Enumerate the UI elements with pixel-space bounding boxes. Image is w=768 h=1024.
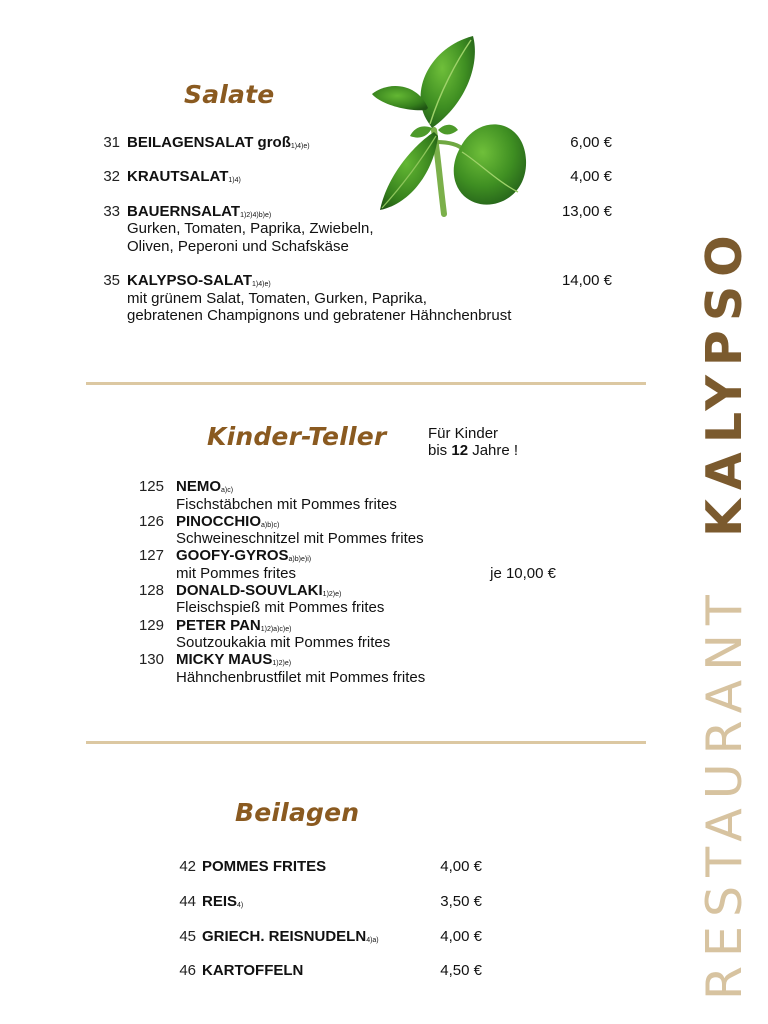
brand-restaurant-word: RESTAURANT — [696, 586, 753, 1000]
item-price: 4,50 € — [440, 962, 482, 979]
item-price: 13,00 € — [561, 203, 612, 220]
item-number: 125 — [138, 478, 164, 495]
item-name: $REIS_{4)}$ — [202, 893, 244, 910]
item-description: Gurken, Tomaten, Paprika, Zwiebeln, — [127, 220, 374, 237]
section-title-salate: Salate — [184, 80, 275, 109]
section-title-beilagen: Beilagen — [235, 798, 360, 827]
item-number: 128 — [138, 582, 164, 599]
item-price: 4,00 € — [440, 858, 482, 875]
item-price: 14,00 € — [561, 272, 612, 289]
item-number: 45 — [179, 928, 196, 945]
kinder-price-note: je 10,00 € — [490, 565, 556, 582]
item-name: $NEMO_{a)c)}$ — [176, 478, 234, 495]
brand-kalypso-word: KALYPSO — [696, 226, 753, 538]
item-price: 3,50 € — [440, 893, 482, 910]
item-number: 44 — [179, 893, 196, 910]
item-name: BEILAGENSALAT groß$_{1)4)e)}$ — [127, 134, 310, 151]
item-number: 127 — [138, 547, 164, 564]
item-price: 4,00 € — [570, 168, 612, 185]
item-description: gebratenen Champignons und gebratener Hähnchenbrust — [127, 307, 512, 324]
item-number: 46 — [179, 962, 196, 979]
section-divider — [86, 382, 646, 385]
basil-leaf-image — [368, 32, 530, 218]
item-number: 32 — [103, 168, 120, 185]
item-number: 42 — [179, 858, 196, 875]
item-number: 33 — [103, 203, 120, 220]
item-name: GOOFY-$GYROS_{a)b)e)i)}$ — [176, 547, 312, 564]
section-divider — [86, 741, 646, 744]
item-name: $KRAUTSALAT_{1)4)}$ — [127, 168, 241, 185]
item-description: Soutzoukakia mit Pommes frites — [176, 634, 391, 651]
item-name: KARTOFFELN — [202, 962, 304, 979]
item-name: $PINOCCHIO_{a)b)c)}$ — [176, 513, 280, 530]
item-price: 4,00 € — [440, 928, 482, 945]
item-description: Oliven, Peperoni und Schafskäse — [127, 238, 349, 255]
item-number: 126 — [138, 513, 164, 530]
vertical-restaurant-name — [696, 0, 753, 1000]
item-description: mit Pommes frites — [176, 565, 297, 582]
item-name: $BAUERNSALAT_{1)2)4)b)e)}$ — [127, 203, 272, 220]
item-description: Hähnchenbrustfilet mit Pommes frites — [176, 669, 426, 686]
item-description: Fischstäbchen mit Pommes frites — [176, 496, 397, 513]
kinder-age-note-line2: bis 12 Jahre ! — [428, 442, 519, 459]
item-name: DONALD-$SOUVLAKI_{1)2)e)}$ — [176, 582, 342, 599]
item-number: 130 — [138, 651, 164, 668]
item-description: mit grünem Salat, Tomaten, Gurken, Paprika, — [127, 290, 427, 307]
item-number: 129 — [138, 617, 164, 634]
section-title-kinder-teller: Kinder-Teller — [207, 422, 387, 451]
kinder-age-note-line1: Für Kinder — [428, 425, 499, 442]
item-name: KALYPSO-$SALAT_{1)4)e)}$ — [127, 272, 271, 289]
kinder-age-number: 12 — [451, 442, 469, 459]
item-description: Schweineschnitzel mit Pommes frites — [176, 530, 424, 547]
item-description: Fleischspieß mit Pommes frites — [176, 599, 385, 616]
item-name: MICKY $MAUS_{1)2)e)}$ — [176, 651, 292, 668]
item-price: 6,00 € — [570, 134, 612, 151]
item-number: 31 — [103, 134, 120, 151]
item-number: 35 — [103, 272, 120, 289]
item-name: PETER $PAN_{1)2)a)c)e)}$ — [176, 617, 292, 634]
item-name: GRIECH. $REISNUDELN_{4)a)}$ — [202, 928, 379, 945]
item-name: POMMES FRITES — [202, 858, 327, 875]
